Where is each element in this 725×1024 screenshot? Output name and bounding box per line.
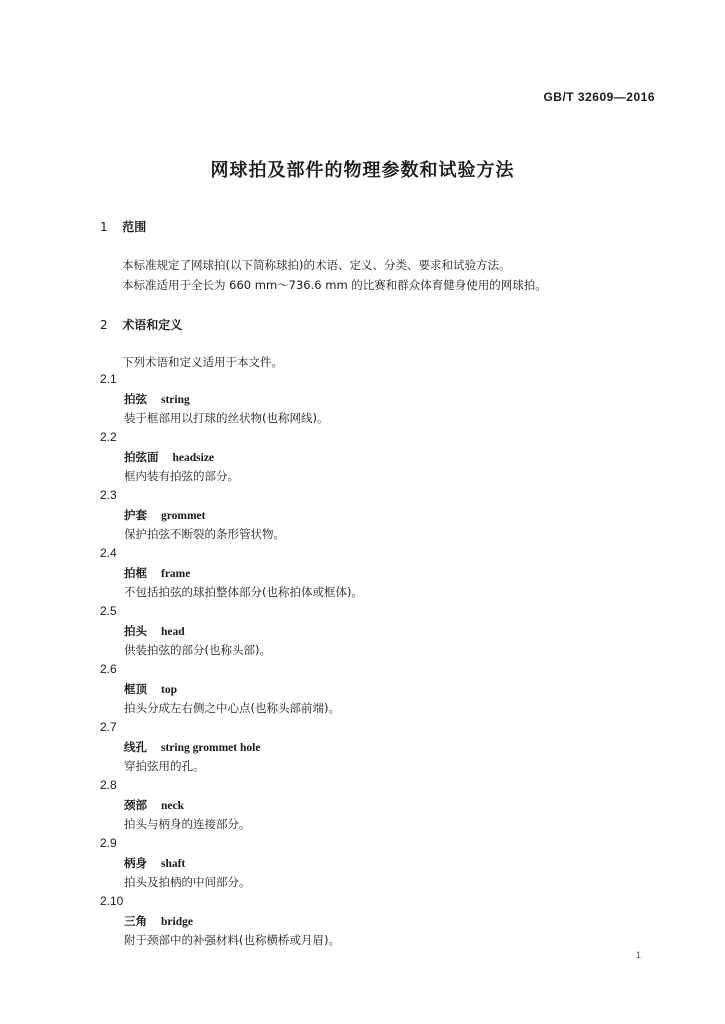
term-heading (124, 739, 260, 755)
term-definition: 装于框部用以打球的丝状物(也称网线)。 (124, 411, 329, 425)
term-cn: 拍弦 (124, 392, 147, 406)
term-definition: 拍头与柄身的连接部分。 (124, 817, 251, 831)
term-number: 2.8 (100, 778, 117, 792)
term-heading (124, 681, 177, 697)
term-definition: 不包括拍弦的球拍整体部分(也称拍体或框体)。 (124, 585, 363, 599)
term-en: string grommet hole (161, 742, 261, 754)
section-title: 范围 (122, 220, 147, 234)
term-heading (124, 913, 193, 929)
section-heading-2 (100, 316, 182, 333)
term-number: 2.3 (100, 488, 117, 502)
term-cn: 三角 (124, 914, 147, 928)
term-en: bridge (161, 916, 193, 928)
standard-code: GB/T 32609—2016 (543, 90, 655, 104)
term-definition: 保护拍弦不断裂的条形管状物。 (124, 527, 285, 541)
paragraph: 本标准适用于全长为 660 mm～736.6 mm 的比赛和群众体育健身使用的网球拍。 (122, 278, 547, 292)
term-number: 2.7 (100, 720, 117, 734)
term-en: shaft (161, 858, 186, 870)
term-heading (124, 855, 185, 871)
term-cn: 线孔 (124, 740, 147, 754)
section-title: 术语和定义 (122, 318, 183, 332)
term-heading (124, 797, 184, 813)
section-number: 1 (100, 220, 108, 234)
term-en: string (161, 394, 190, 406)
term-cn: 柄身 (124, 856, 147, 870)
term-definition: 供装拍弦的部分(也称头部)。 (124, 643, 271, 657)
term-cn: 拍弦面 (124, 450, 159, 464)
term-cn: 护套 (124, 508, 147, 522)
term-definition: 拍头分成左右侧之中心点(也称头部前端)。 (124, 701, 340, 715)
term-heading (124, 449, 214, 465)
term-definition: 框内装有拍弦的部分。 (124, 469, 239, 483)
term-heading (124, 507, 206, 523)
term-cn: 颈部 (124, 798, 147, 812)
term-en: grommet (161, 510, 206, 522)
term-number: 2.6 (100, 662, 117, 676)
term-heading (124, 623, 185, 639)
term-definition: 附于颈部中的补强材料(也称横桥或月眉)。 (124, 933, 340, 947)
term-en: headsize (172, 452, 215, 464)
term-en: top (161, 684, 177, 696)
term-heading (124, 565, 190, 581)
term-number: 2.9 (100, 836, 117, 850)
paragraph: 下列术语和定义适用于本文件。 (122, 355, 283, 369)
term-number: 2.1 (100, 372, 117, 386)
paragraph: 本标准规定了网球拍(以下简称球拍)的术语、定义、分类、要求和试验方法。 (122, 258, 511, 272)
term-cn: 拍框 (124, 566, 147, 580)
term-number: 2.5 (100, 604, 117, 618)
term-definition: 拍头及拍柄的中间部分。 (124, 875, 251, 889)
term-cn: 框顶 (124, 682, 147, 696)
section-heading-1 (100, 218, 146, 235)
section-number: 2 (100, 318, 108, 332)
term-definition: 穿拍弦用的孔。 (124, 759, 205, 773)
page-number: 1 (635, 950, 641, 960)
term-number: 2.10 (100, 894, 124, 908)
term-en: frame (161, 568, 191, 580)
document-title: 网球拍及部件的物理参数和试验方法 (210, 160, 515, 181)
term-number: 2.4 (100, 546, 117, 560)
term-en: neck (161, 800, 184, 812)
term-heading (124, 391, 190, 407)
term-en: head (161, 626, 185, 638)
term-number: 2.2 (100, 430, 117, 444)
term-cn: 拍头 (124, 624, 147, 638)
